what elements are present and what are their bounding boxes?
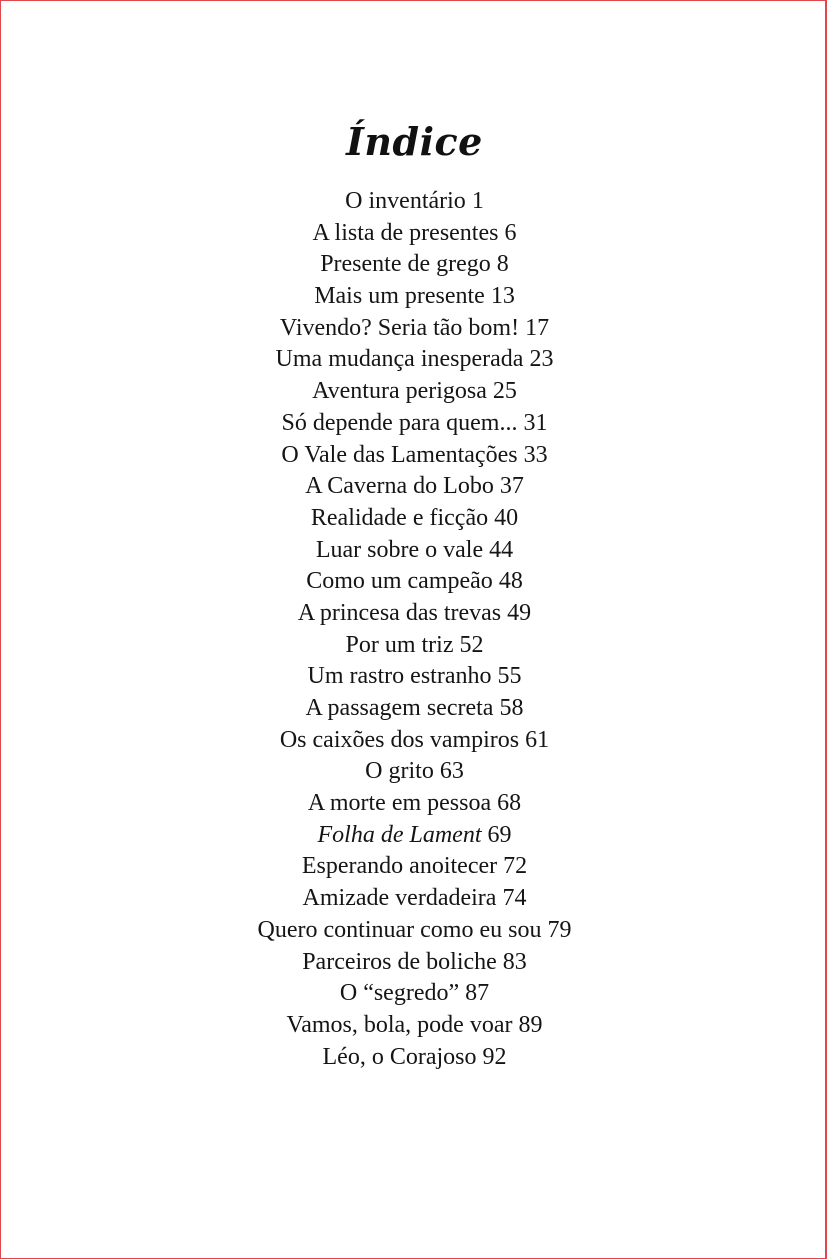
toc-entry bbox=[1, 756, 827, 788]
toc-entry bbox=[1, 915, 827, 947]
toc-entry-page-number: 37 bbox=[499, 473, 524, 500]
toc-entry-title: A passagem secreta bbox=[305, 695, 494, 721]
toc-entry-title: Realidade e ficção bbox=[310, 504, 489, 531]
toc-entry-title: Amizade verdadeira bbox=[302, 885, 497, 912]
toc-entry-page-number: 61 bbox=[525, 726, 550, 753]
toc-entry-page-number: 55 bbox=[497, 663, 522, 690]
toc-entry bbox=[1, 693, 827, 725]
toc-entry-title: Um rastro estranho bbox=[307, 663, 492, 690]
toc-entry-title: Vivendo? Seria tão bom! bbox=[279, 314, 520, 341]
toc-entry-title: Os caixões dos vampiros bbox=[279, 726, 520, 753]
toc-entry-title: A lista de presentes bbox=[312, 219, 499, 246]
toc-entry-page-number: 63 bbox=[439, 758, 464, 785]
toc-entry bbox=[1, 503, 827, 535]
toc-entry-title: Presente de grego bbox=[320, 251, 491, 278]
toc-entry-page-number: 25 bbox=[492, 378, 517, 405]
toc-entry bbox=[1, 471, 827, 503]
toc-entry bbox=[1, 883, 827, 915]
toc-entry bbox=[1, 376, 827, 408]
toc-entry-title: Mais um presente bbox=[314, 283, 485, 310]
toc-entry-title: Folha de Lament bbox=[317, 821, 482, 848]
toc-entry-title: O Vale das Lamentações bbox=[281, 441, 518, 468]
toc-entry-page-number: 87 bbox=[465, 980, 490, 1007]
toc-entry-title: Léo, o Corajoso bbox=[322, 1043, 477, 1070]
toc-entry-title: Luar sobre o vale bbox=[315, 536, 484, 563]
toc-entry-page-number: 69 bbox=[487, 821, 512, 848]
toc-entry bbox=[1, 313, 827, 345]
toc-entry-page-number: 6 bbox=[504, 219, 517, 246]
toc-entry bbox=[1, 978, 827, 1010]
toc-entry-page-number: 74 bbox=[502, 885, 527, 912]
toc-entry bbox=[1, 1042, 827, 1074]
toc-entry-page-number: 48 bbox=[498, 568, 523, 595]
toc-entry-title: A morte em pessoa bbox=[307, 790, 492, 817]
toc-entry-title: Uma mudança inesperada bbox=[275, 346, 524, 373]
toc-entry-title: Como um campeão bbox=[306, 568, 493, 595]
toc-entry-title: Só depende para quem... bbox=[281, 409, 518, 436]
toc-entry-page-number: 89 bbox=[518, 1011, 543, 1038]
toc-entry bbox=[1, 218, 827, 250]
toc-entry bbox=[1, 1010, 827, 1042]
toc-entry-title: Por um triz bbox=[345, 631, 454, 658]
toc-entry-title: Esperando anoitecer bbox=[301, 853, 498, 880]
toc-entry-title: Aventura perigosa bbox=[312, 378, 487, 405]
toc-entry-page-number: 8 bbox=[496, 251, 509, 278]
toc-entry bbox=[1, 820, 827, 852]
toc-entry-page-number: 68 bbox=[497, 790, 522, 817]
toc-entry bbox=[1, 344, 827, 376]
toc-entry-page-number: 72 bbox=[503, 853, 528, 880]
toc-entry bbox=[1, 661, 827, 693]
toc-entry-page-number: 23 bbox=[529, 346, 554, 373]
toc-entry-title: O inventário bbox=[345, 188, 466, 214]
toc-entry-title: A princesa das trevas bbox=[297, 599, 502, 626]
toc-entry bbox=[1, 630, 827, 662]
toc-entry bbox=[1, 186, 827, 218]
toc-entry bbox=[1, 566, 827, 598]
toc-entry-page-number: 52 bbox=[459, 631, 484, 658]
toc-entry-page-number: 33 bbox=[523, 441, 548, 468]
toc-entry-page-number: 31 bbox=[523, 409, 548, 436]
toc-entry bbox=[1, 725, 827, 757]
toc-entry-title: Parceiros de boliche bbox=[302, 948, 497, 975]
table-of-contents bbox=[1, 186, 827, 1073]
toc-entry bbox=[1, 281, 827, 313]
toc-entry-page-number: 79 bbox=[547, 916, 572, 943]
toc-entry bbox=[1, 788, 827, 820]
toc-entry bbox=[1, 851, 827, 883]
toc-entry bbox=[1, 947, 827, 979]
toc-entry bbox=[1, 408, 827, 440]
toc-entry-page-number: 49 bbox=[507, 599, 532, 626]
page-title: Índice bbox=[346, 119, 483, 165]
toc-entry-title: A Caverna do Lobo bbox=[305, 473, 494, 500]
toc-entry-page-number: 1 bbox=[471, 188, 484, 214]
toc-entry-title: O grito bbox=[365, 758, 434, 785]
toc-entry-page-number: 44 bbox=[489, 536, 514, 563]
toc-entry-title: O “segredo” bbox=[339, 980, 460, 1007]
toc-entry-page-number: 13 bbox=[490, 283, 515, 310]
toc-entry bbox=[1, 440, 827, 472]
toc-entry-title: Vamos, bola, pode voar bbox=[286, 1011, 513, 1038]
toc-entry bbox=[1, 598, 827, 630]
toc-entry bbox=[1, 249, 827, 281]
toc-entry-page-number: 92 bbox=[482, 1043, 507, 1070]
toc-entry-title: Quero continuar como eu sou bbox=[257, 916, 542, 943]
toc-entry-page-number: 83 bbox=[502, 948, 527, 975]
toc-entry-page-number: 40 bbox=[494, 504, 519, 531]
toc-entry bbox=[1, 535, 827, 567]
toc-entry-page-number: 17 bbox=[525, 314, 550, 341]
toc-entry-page-number: 58 bbox=[499, 695, 524, 721]
